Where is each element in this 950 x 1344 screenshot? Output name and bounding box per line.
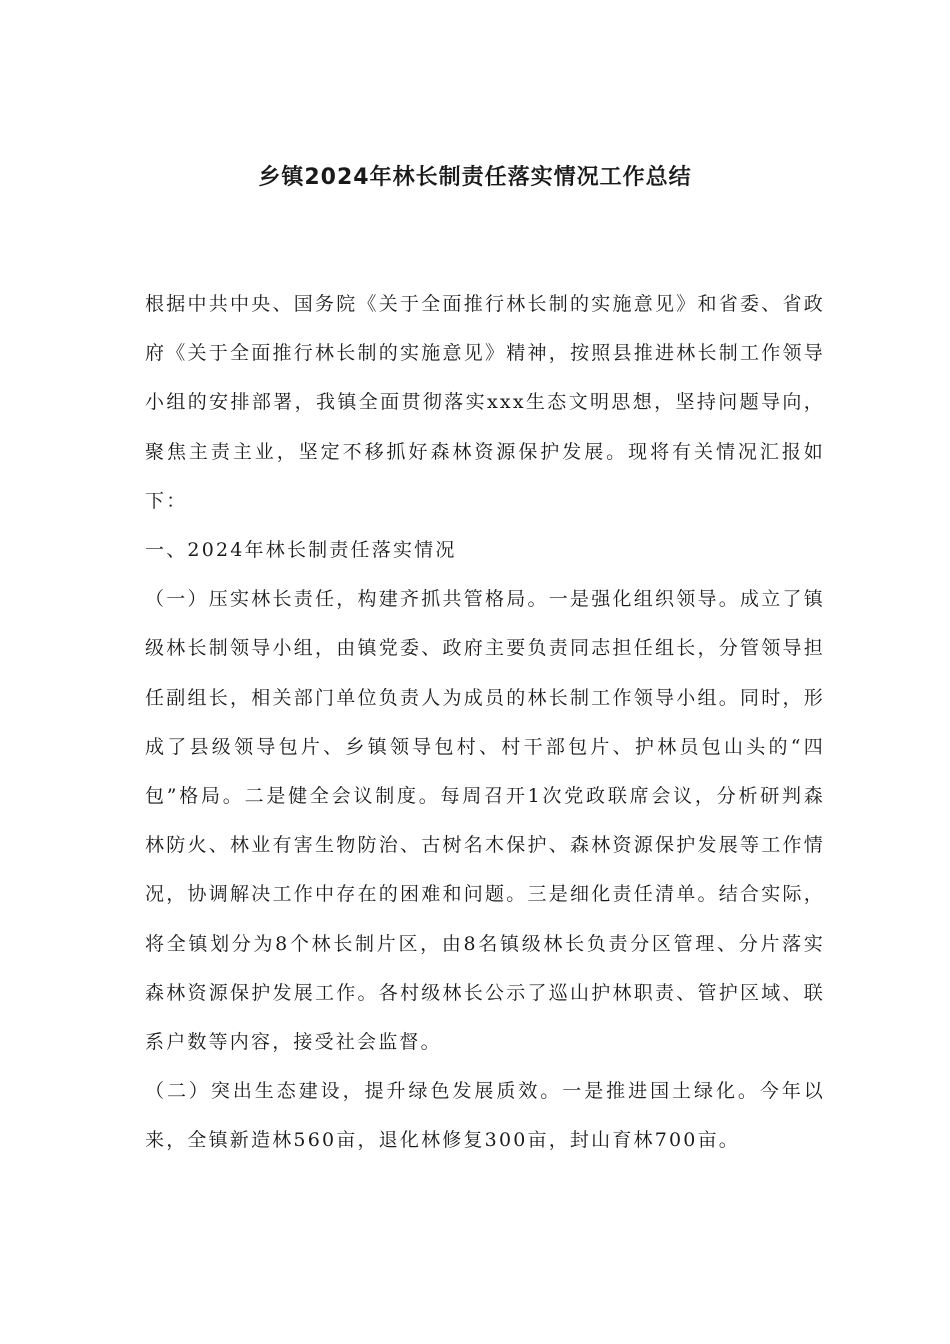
document-title: 乡镇2024年林长制责任落实情况工作总结 xyxy=(258,165,692,190)
paragraph-section-1-2: （二）突出生态建设，提升绿色发展质效。一是推进国土绿化。今年以来，全镇新造林560亩，退化林修复300亩，封山育林700亩。 xyxy=(145,1080,825,1152)
document-body xyxy=(145,280,825,1166)
section-heading-1: 一、2024年林长制责任落实情况 xyxy=(145,539,457,562)
paragraph-intro: 根据中共中央、国务院《关于全面推行林长制的实施意见》和省委、省政府《关于全面推行林长制的实施意见》精神，按照县推进林长制工作领导小组的安排部署，我镇全面贯彻落实xxx生态文明思想，坚持问题导向，聚焦主责主业，坚定不移抓好森林资源保护发展。现将有关情况汇报如下： xyxy=(145,293,825,512)
paragraph-section-1-1: （一）压实林长责任，构建齐抓共管格局。一是强化组织领导。成立了镇级林长制领导小组，由镇党委、政府主要负责同志担任组长，分管领导担任副组长，相关部门单位负责人为成员的林长制工作领导小组。同时，形成了县级领导包片、乡镇领导包村、村干部包片、护林员包山头的“四包”格局。二是健全会议制度。每周召开1次党政联席会议，分析研判森林防火、林业有害生物防治、古树名木保护、森林资源保护发展等工作情况，协调解决工作中存在的困难和问题。三是细化责任清单。结合实际，将全镇划分为8个林长制片区，由8名镇级林长负责分区管理、分片落实森林资源保护发展工作。各村级林长公示了巡山护林职责、管护区域、联系户数等内容，接受社会监督。 xyxy=(145,588,825,1054)
